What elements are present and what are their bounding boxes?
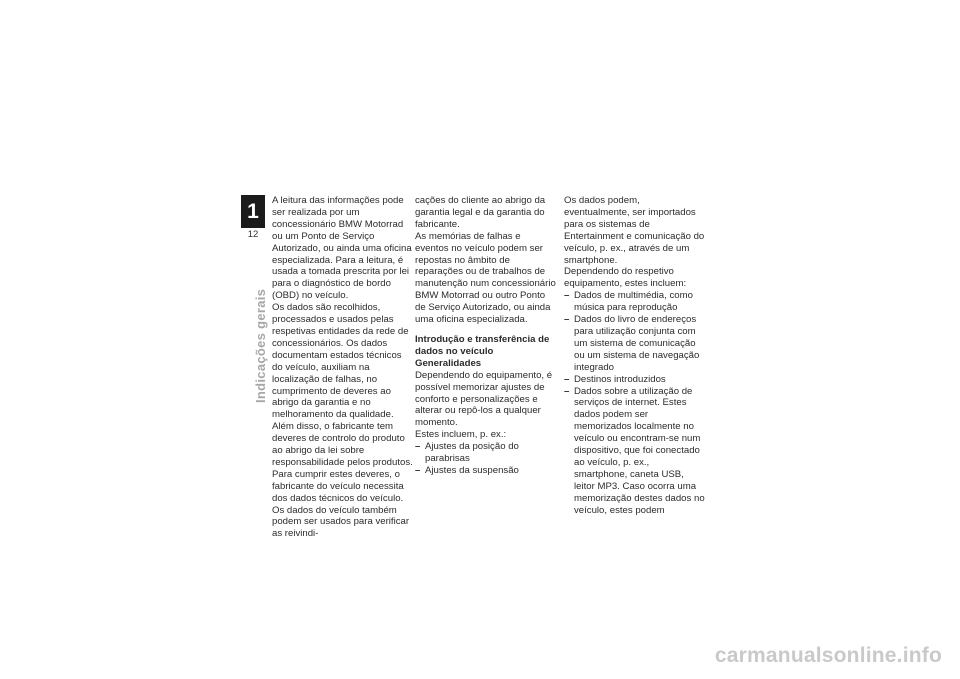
paragraph: As memórias de falhas e eventos no veículo podem ser repostas no âmbito de reparações ou de trabalhos de manutenção num concessionário BMW Motorrad ou outro Ponto de Serviço Autorizado, ou ainda uma oficina especializada. (415, 230, 556, 326)
dash-list (415, 441, 556, 477)
chapter-number: 1 (241, 195, 265, 228)
list-item: – Ajustes da posição do parabrisas (415, 441, 556, 465)
column-1 (272, 195, 413, 540)
paragraph: Os dados podem, eventualmente, ser importados para os sistemas de Entertainment e comunicação do veículo, p. ex., através de um smartphone. (564, 195, 705, 266)
paragraph: cações do cliente ao abrigo da garantia legal e da garantia do fabricante. (415, 195, 546, 230)
column-3 (564, 195, 705, 516)
sub-heading: Generalidades (415, 357, 482, 369)
section-heading: Introdução e transferência de dados no veículo (415, 333, 550, 357)
column-2 (415, 195, 556, 477)
chapter-tab (243, 243, 268, 403)
watermark: carmanualsonline.info (714, 644, 942, 667)
dash-list (564, 290, 705, 516)
paragraph: Dependendo do respetivo equipamento, estes incluem: (564, 266, 687, 290)
paragraph: Os dados são recolhidos, processados e usados pelas respetivas entidades da rede de concessionários. Os dados documentam estados técnicos do veículo, auxiliam na localização de falhas, no cumprimento de deveres ao abrigo da garantia e no melhoramento da qualidade. (272, 302, 409, 421)
list-item: – Dados de multimédia, como música para reprodução (564, 290, 705, 314)
list-item: – Dados sobre a utilização de serviços de internet. Estes dados podem ser memorizados localmente no veículo ou encontram-se num dispositivo, que foi conectado ao veículo, p. ex., smartphone, caneta USB, leitor MP3. Caso ocorra uma memorização destes dados no veículo, estes podem (564, 386, 705, 517)
page-number: 12 (247, 229, 259, 240)
list-item: – Ajustes da suspensão (415, 465, 556, 477)
paragraph: Além disso, o fabricante tem deveres de controlo do produto ao abrigo da lei sobre responsabilidade pelos produtos. Para cumprir estes deveres, o fabricante do veículo necessita dos dados técnicos do veículo. Os dados do veículo também podem ser usados para verificar as reivindi- (272, 421, 413, 540)
list-item: – Dados do livro de endereços para utilização conjunta com um sistema de comunicação ou um sistema de navegação integrado (564, 314, 705, 374)
paragraph: A leitura das informações pode ser realizada por um concessionário BMW Motorrad ou um Ponto de Serviço Autorizado, ou ainda uma oficina especializada. Para a leitura, é usada a tomada prescrita por lei para o diagnóstico de bordo (OBD) no veículo. (272, 195, 412, 302)
paragraph: Dependendo do equipamento, é possível memorizar ajustes de conforto e personalizações e alterar ou repô-los a qualquer momento. (415, 369, 553, 429)
list-item: – Destinos introduzidos (564, 374, 705, 386)
chapter-title: Indicações gerais (253, 288, 268, 403)
paragraph: Estes incluem, p. ex.: (415, 429, 507, 441)
